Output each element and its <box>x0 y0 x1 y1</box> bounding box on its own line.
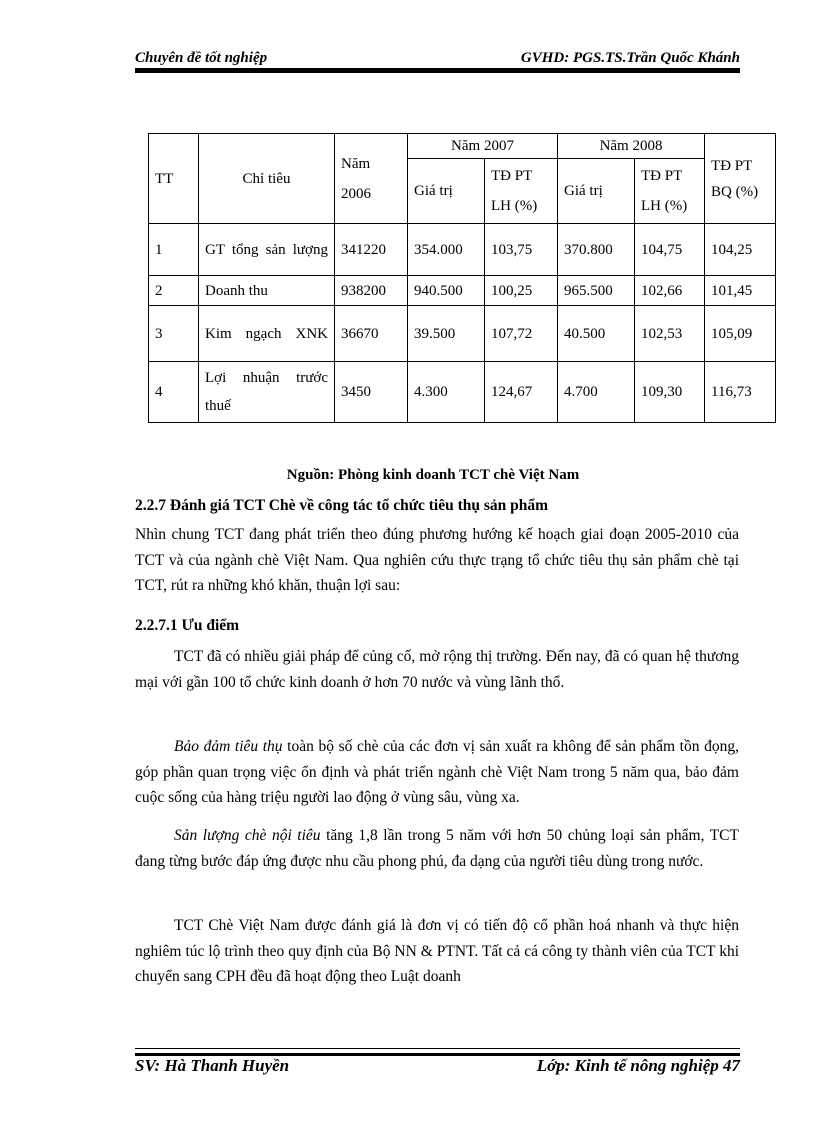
header-rate-2007: TĐ PT LH (%) <box>485 159 558 224</box>
page-header <box>135 48 740 70</box>
header-value-2008: Giá trị <box>558 159 635 224</box>
row-tt: 3 <box>149 306 199 362</box>
paragraph-domestic <box>135 823 739 874</box>
header-indicator: Chỉ tiêu <box>199 134 335 224</box>
intro-paragraph: Nhìn chung TCT đang phát triển theo đúng phương hướng kế hoạch giai đoạn 2005-2010 của TCT và của ngành chè Việt Nam. Qua nghiên cứu thực trạng tổ chức tiêu thụ sản phẩm chè tại TCT, rút ra những khó khăn, thuận lợi sau: <box>135 526 739 594</box>
row-value-2008: 370.800 <box>558 224 635 276</box>
paragraph-domestic-lead: Sản lượng chè nội tiêu <box>174 827 321 844</box>
header-advisor: GVHD: PGS.TS.Trần Quốc Khánh <box>520 50 740 66</box>
row-rate-2007: 107,72 <box>485 306 558 362</box>
row-rate-2008: 109,30 <box>635 362 705 423</box>
row-indicator: Doanh thu <box>199 276 335 306</box>
table-row <box>149 276 776 306</box>
header-avg-rate: TĐ PT BQ (%) <box>705 134 776 224</box>
header-tt: TT <box>149 134 199 224</box>
row-indicator: Lợi nhuận trước thuế <box>199 362 335 423</box>
header-group-2007: Năm 2007 <box>408 134 558 159</box>
row-2006: 36670 <box>335 306 408 362</box>
header-value-2007: Giá trị <box>408 159 485 224</box>
row-2006: 3450 <box>335 362 408 423</box>
row-value-2008: 4.700 <box>558 362 635 423</box>
footer-student: SV: Hà Thanh Huyền <box>135 1056 290 1075</box>
row-rate-2008: 104,75 <box>635 224 705 276</box>
table-header-row-1 <box>149 134 776 159</box>
row-avg: 116,73 <box>705 362 776 423</box>
row-rate-2007: 124,67 <box>485 362 558 423</box>
table-source: Nguồn: Phòng kinh doanh TCT chè Việt Nam <box>286 467 580 483</box>
row-value-2007: 354.000 <box>408 224 485 276</box>
paragraph-consumption-body: toàn bộ số chè của các đơn vị sản xuất ra không để sản phẩm tồn đọng, góp phần quan trọng việc ổn định và phát triển ngành chè Việt Nam trong 5 năm qua, bảo đảm cuộc sống của hàng triệu người lao động ở vùng sâu, vùng xa. <box>135 738 739 806</box>
paragraph-consumption-lead: Bảo đảm tiêu thụ <box>174 738 283 755</box>
table-row <box>149 224 776 276</box>
footer-rule <box>135 1048 740 1056</box>
row-value-2008: 40.500 <box>558 306 635 362</box>
row-avg: 105,09 <box>705 306 776 362</box>
paragraph-markets: TCT đã có nhiều giải pháp để củng cố, mở rộng thị trường. Đến nay, đã có quan hệ thương mại với gần 100 tổ chức kinh doanh ở hơn 70 nước và vùng lãnh thổ. <box>135 648 739 691</box>
row-value-2008: 965.500 <box>558 276 635 306</box>
row-tt: 1 <box>149 224 199 276</box>
row-value-2007: 940.500 <box>408 276 485 306</box>
paragraph-domestic-body: tăng 1,8 lần trong 5 năm với hơn 50 chủng loại sản phẩm, TCT đang từng bước đáp ứng được nhu cầu phong phú, đa dạng của người tiêu dùng trong nước. <box>135 827 739 870</box>
row-value-2007: 39.500 <box>408 306 485 362</box>
header-thesis-title: Chuyên đề tốt nghiệp <box>135 50 268 66</box>
row-2006: 341220 <box>335 224 408 276</box>
table-row <box>149 362 776 423</box>
row-rate-2008: 102,53 <box>635 306 705 362</box>
row-tt: 2 <box>149 276 199 306</box>
paragraph-equitization: TCT Chè Việt Nam được đánh giá là đơn vị có tiến độ cổ phần hoá nhanh và thực hiện nghiêm túc lộ trình theo quy định của Bộ NN & PTNT. Tất cả cá công ty thành viên của TCT khi chuyển sang CPH đều đã hoạt động theo Luật doanh <box>135 917 739 985</box>
header-rule <box>135 68 740 72</box>
row-avg: 104,25 <box>705 224 776 276</box>
row-value-2007: 4.300 <box>408 362 485 423</box>
subsection-title: 2.2.7.1 Ưu điểm <box>135 617 240 634</box>
section-title: 2.2.7 Đánh giá TCT Chè về công tác tổ chức tiêu thụ sản phẩm <box>135 497 549 514</box>
row-rate-2007: 103,75 <box>485 224 558 276</box>
row-rate-2008: 102,66 <box>635 276 705 306</box>
page-footer <box>135 1056 740 1078</box>
footer-class: Lớp: Kinh tế nông nghiệp 47 <box>536 1056 740 1075</box>
header-group-2008: Năm 2008 <box>558 134 705 159</box>
table-row <box>149 306 776 362</box>
row-indicator: GT tổng sản lượng <box>199 224 335 276</box>
row-rate-2007: 100,25 <box>485 276 558 306</box>
business-results-table <box>148 133 776 423</box>
header-rate-2008: TĐ PT LH (%) <box>635 159 705 224</box>
row-tt: 4 <box>149 362 199 423</box>
row-2006: 938200 <box>335 276 408 306</box>
row-avg: 101,45 <box>705 276 776 306</box>
header-2006: Năm 2006 <box>335 134 408 224</box>
row-indicator: Kim ngạch XNK <box>199 306 335 362</box>
paragraph-consumption <box>135 734 739 811</box>
